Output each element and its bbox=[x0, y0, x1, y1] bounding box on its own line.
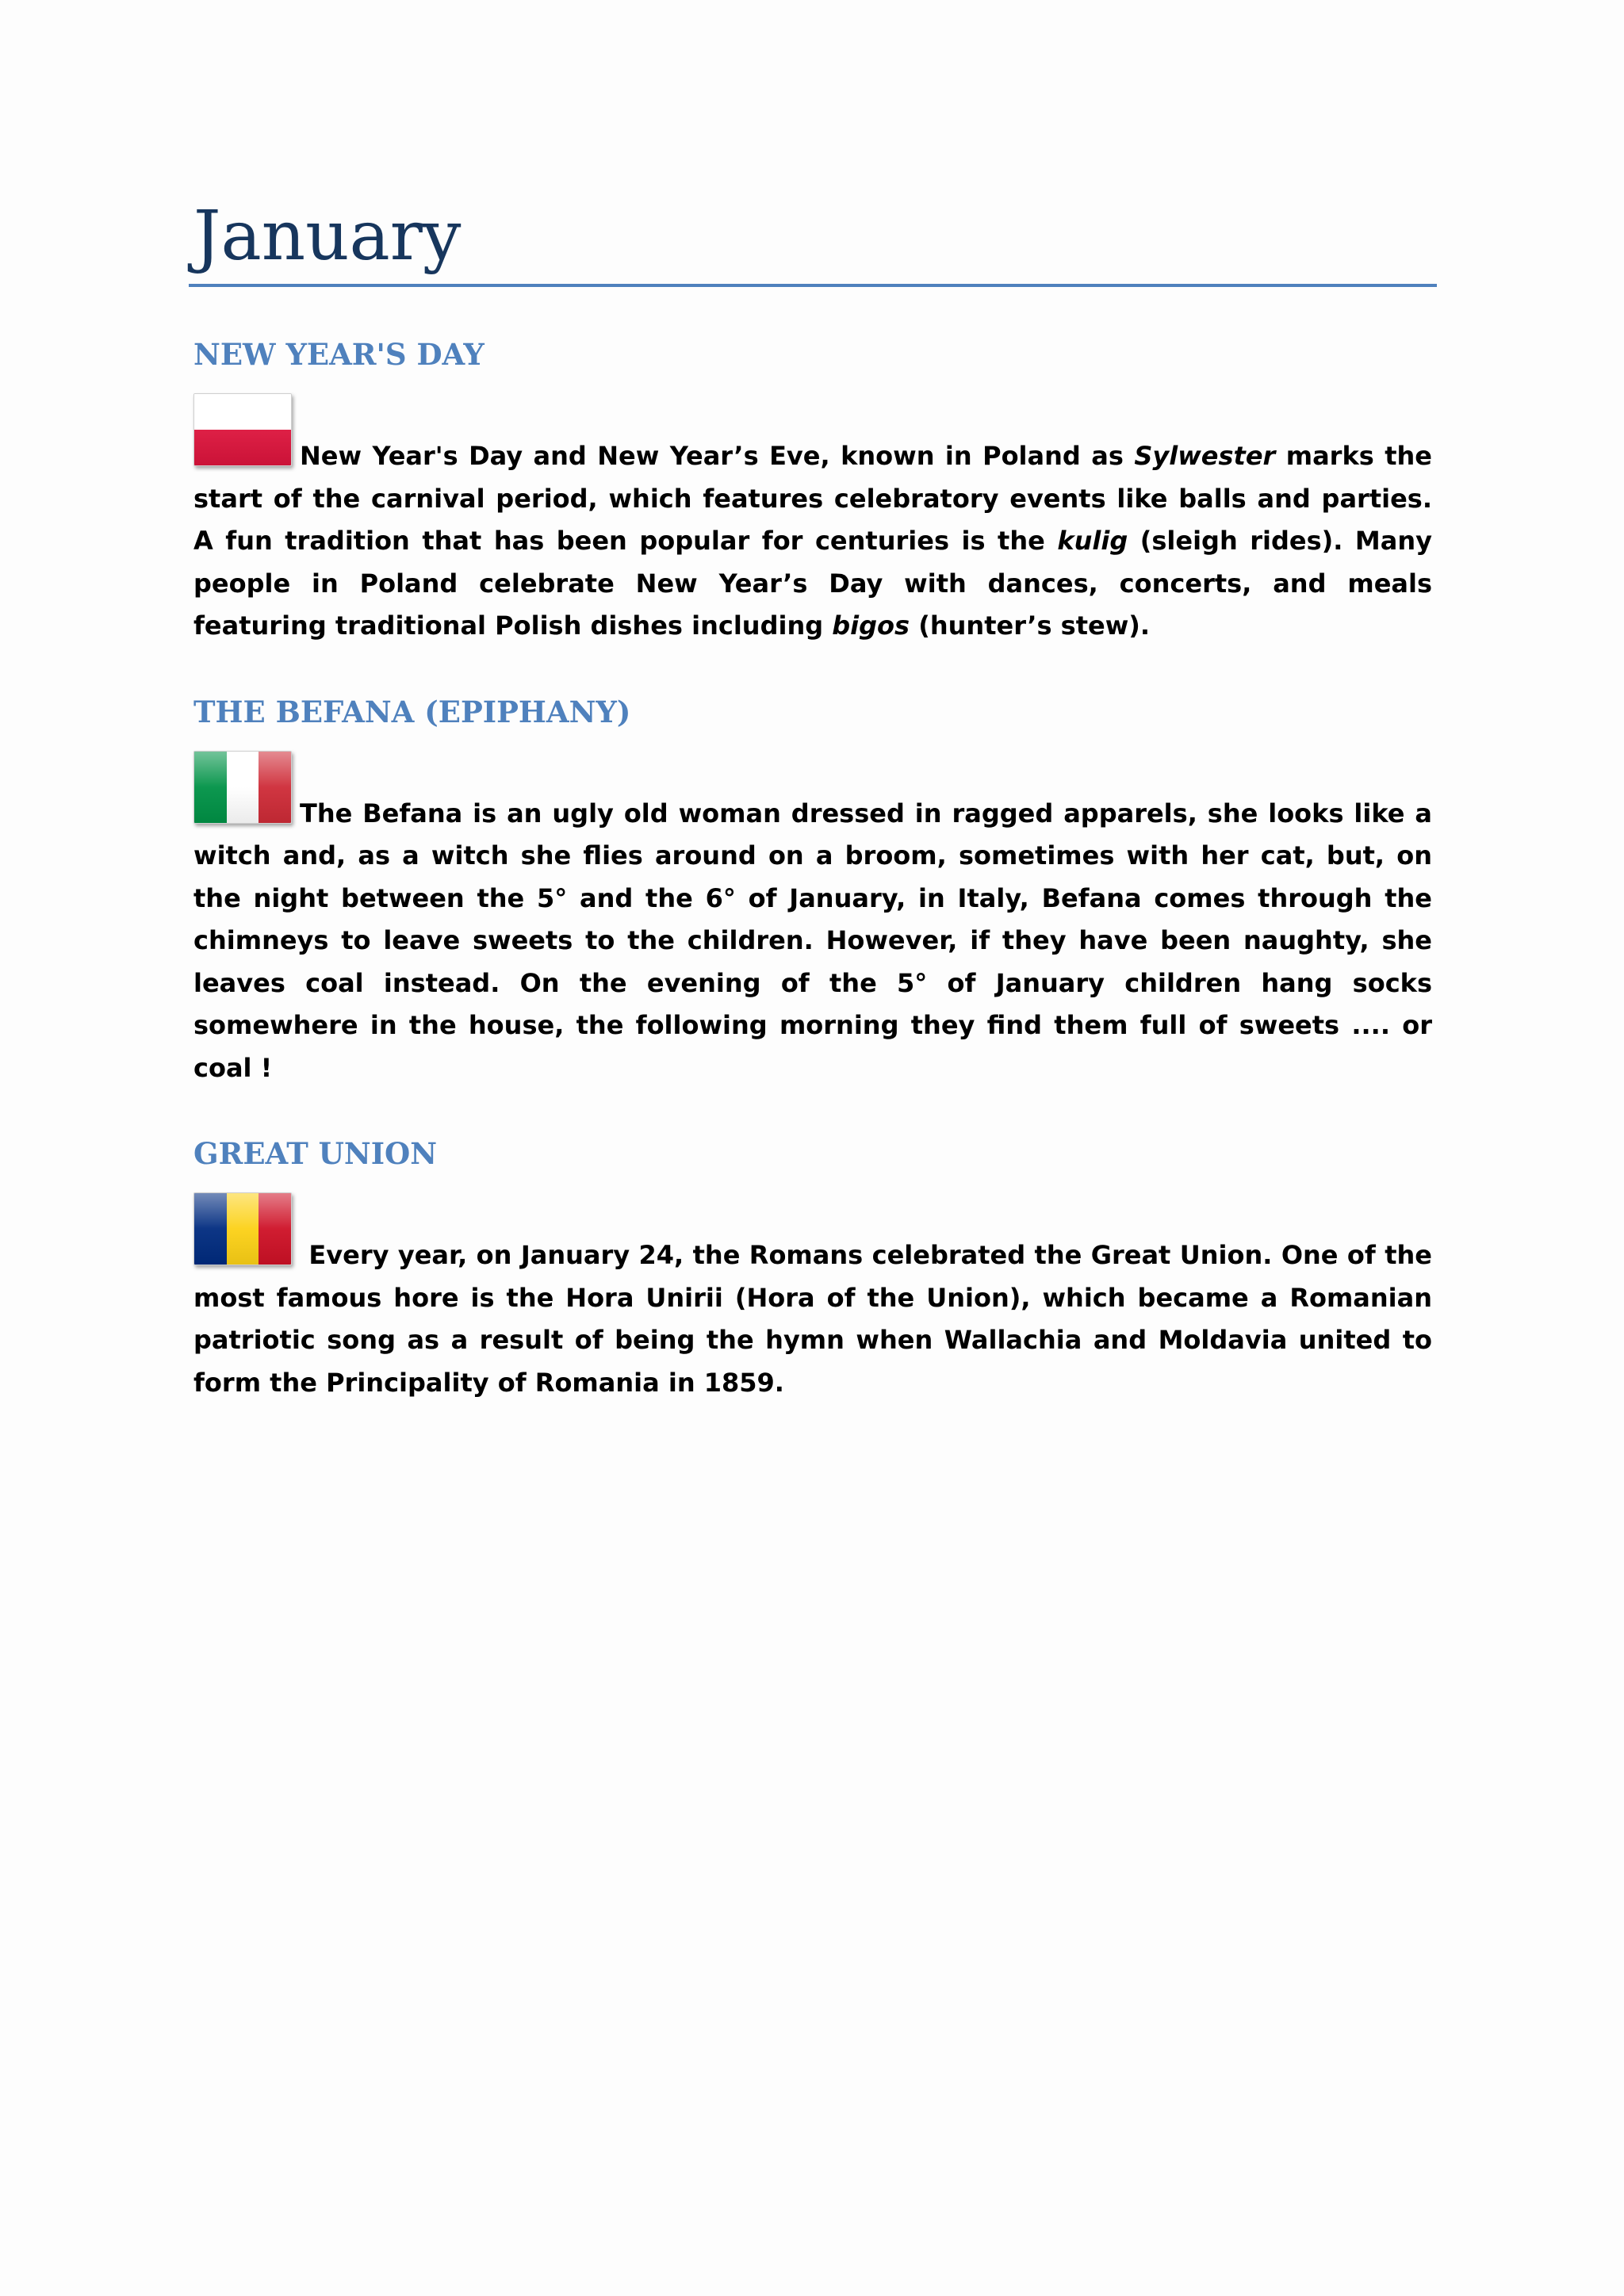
section-great-union bbox=[193, 1135, 1432, 1404]
flag-stripe-yellow bbox=[227, 1193, 259, 1265]
flag-band-red bbox=[194, 430, 291, 465]
italic-term: Sylwester bbox=[1134, 441, 1276, 471]
text-run: The Befana is an ugly old woman dressed in ragged apparels, she looks like a witch and, as a witch she flies around on a broom, sometimes with her cat, but, on the night between the 5° and the 6° of January, in Italy, Befana comes through the chimneys to leave sweets to the children. However, if they have been naughty, she leaves coal instead. On the evening of the 5° of January children hang socks somewhere in the house, the following morning they find them full of sweets .... or coal ! bbox=[193, 798, 1432, 1083]
page-content bbox=[193, 197, 1432, 1404]
section-new-years-day bbox=[193, 336, 1432, 648]
page-title: January bbox=[193, 197, 462, 276]
text-run: (hunter’s stew). bbox=[910, 610, 1151, 641]
flag-stripe-blue bbox=[194, 1193, 227, 1265]
romania-flag-icon bbox=[193, 1192, 292, 1265]
section-befana bbox=[193, 694, 1432, 1090]
italic-term: bigos bbox=[832, 610, 910, 641]
text-run: (sleigh rides). Many people in Poland celebrate New Year’s Day with dances, concerts, and meals featuring traditional Polish dishes including bbox=[193, 526, 1433, 641]
section-heading: THE BEFANA (EPIPHANY) bbox=[193, 694, 631, 729]
flag-stripe-white bbox=[227, 752, 259, 823]
paragraph-text bbox=[193, 1240, 1432, 1398]
text-run: marks the start of the carnival period, which features celebratory events like balls and parties. A fun tradition that has been popular for centuries is the bbox=[193, 441, 1433, 556]
section-heading: GREAT UNION bbox=[193, 1136, 438, 1171]
paragraph-text bbox=[193, 441, 1432, 641]
flag-stripe-green bbox=[194, 752, 227, 823]
title-underline bbox=[189, 284, 1437, 287]
section-body bbox=[193, 1192, 1432, 1404]
section-heading: NEW YEAR'S DAY bbox=[193, 337, 485, 372]
flag-band-white bbox=[194, 394, 291, 430]
text-run: New Year's Day and New Year’s Eve, known in Poland as bbox=[300, 441, 1135, 471]
flag-stripe-red bbox=[259, 752, 291, 823]
section-body bbox=[193, 751, 1432, 1090]
italy-flag-icon bbox=[193, 751, 292, 824]
paragraph-text bbox=[193, 798, 1432, 1083]
text-run: Every year, on January 24, the Romans celebrated the Great Union. One of the most famous hore is the Hora Unirii (Hora of the Union), which became a Romanian patriotic song as a result of being the hymn when Wallachia and Moldavia united to form the Principality of Romania in 1859. bbox=[193, 1240, 1432, 1398]
italic-term: kulig bbox=[1057, 526, 1128, 556]
flag-stripe-red bbox=[259, 1193, 291, 1265]
poland-flag-icon bbox=[193, 393, 292, 466]
section-body bbox=[193, 393, 1432, 648]
